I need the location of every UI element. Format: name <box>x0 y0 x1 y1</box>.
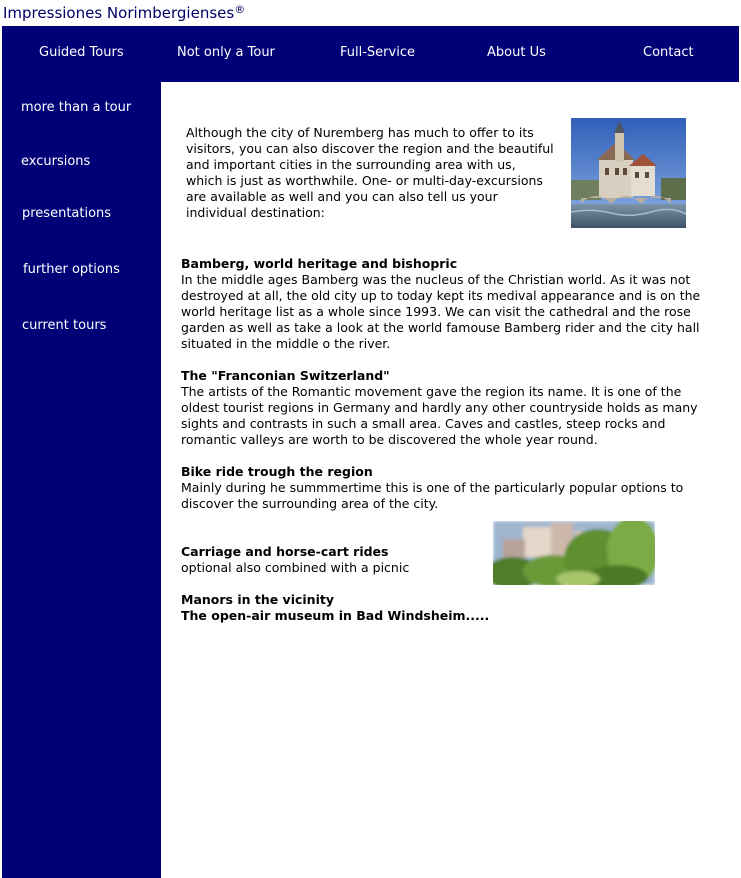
nav-full-service[interactable]: Full-Service <box>340 45 415 60</box>
section-carriage-rides <box>181 544 481 576</box>
nav-guided-tours[interactable]: Guided Tours <box>39 45 124 60</box>
section-carriage-rides-text: optional also combined with a picnic <box>181 560 410 575</box>
bamberg-city-hall-photo <box>571 118 686 228</box>
section-manors-title: Manors in the vicinity <box>181 592 334 607</box>
section-bamberg-text: In the middle ages Bamberg was the nucleus of the Christian world. As it was not destroyed at all, the old city up to today kept its medival appearance and is on the world heritage list as a whole since 1993. We can visit the cathedral and the rose garden as well as take a look at the world famouse Bamberg rider and the city hall situated in the middle o the river. <box>181 272 701 351</box>
section-manors <box>181 592 711 624</box>
section-franconian-switzerland-title: The "Franconian Switzerland" <box>181 368 390 383</box>
section-franconian-switzerland <box>181 368 711 448</box>
nav-about-us[interactable]: About Us <box>487 45 546 60</box>
sidebar-item-excursions[interactable]: excursions <box>21 154 91 169</box>
section-open-air-museum-title: The open-air museum in Bad Windsheim..... <box>181 608 490 623</box>
site-title <box>3 3 245 22</box>
site-title-text: Impressiones Norimbergienses <box>3 4 235 22</box>
section-bike-ride-text: Mainly during he summmertime this is one of the particularly popular options to discover the surrounding area of the city. <box>181 480 684 511</box>
sidebar-item-more-than-a-tour[interactable]: more than a tour <box>21 100 132 115</box>
nav-not-only-a-tour[interactable]: Not only a Tour <box>177 45 275 60</box>
top-navigation <box>2 26 739 82</box>
section-bamberg-title: Bamberg, world heritage and bishopric <box>181 256 458 271</box>
sidebar-item-presentations[interactable]: presentations <box>22 206 112 221</box>
sidebar-item-current-tours[interactable]: current tours <box>22 318 107 333</box>
registered-mark: ® <box>234 3 246 16</box>
section-bike-ride <box>181 464 696 512</box>
section-bamberg <box>181 256 711 352</box>
garden-photo <box>493 521 655 585</box>
sidebar-item-further-options[interactable]: further options <box>23 262 120 277</box>
intro-paragraph: Although the city of Nuremberg has much to offer to its visitors, you can also discover the region and the beautiful and important cities in the surrounding area with us, which is just as worthwhile. One- or multi-day-excursions are available as well and you can also tell us your individual destination: <box>186 125 554 220</box>
section-carriage-rides-title: Carriage and horse-cart rides <box>181 544 389 559</box>
sidebar <box>2 82 161 878</box>
nav-contact[interactable]: Contact <box>643 45 694 60</box>
section-bike-ride-title: Bike ride trough the region <box>181 464 373 479</box>
section-franconian-switzerland-text: The artists of the Romantic movement gave the region its name. It is one of the oldest tourist regions in Germany and hardly any other countryside holds as many sights and contrasts in such a small area. Caves and castles, steep rocks and romantic valleys are worth to be discovered the whole year round. <box>181 384 698 447</box>
